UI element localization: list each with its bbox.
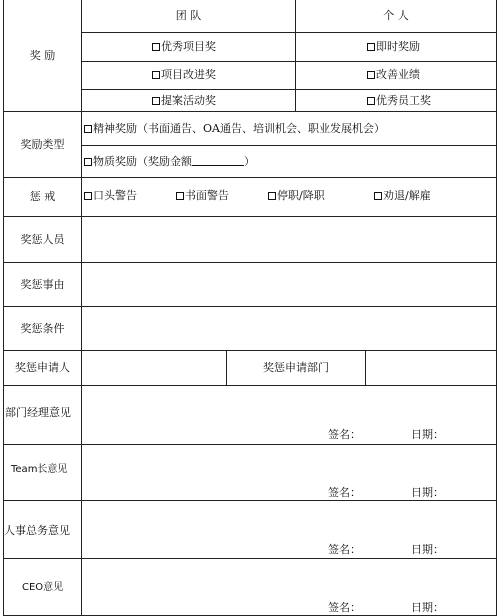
date-label: 日期：	[411, 601, 444, 614]
team-award-option[interactable]	[152, 40, 216, 53]
row-line	[81, 61, 496, 62]
checkbox[interactable]	[84, 158, 92, 166]
option-label: 项目改进奖	[161, 68, 216, 81]
sign-label: 签名：	[328, 543, 361, 556]
option-label: 口头警告	[93, 189, 137, 202]
sign-label: 签名：	[328, 428, 361, 441]
checkbox[interactable]	[176, 192, 184, 200]
row-line	[81, 89, 496, 90]
row-line	[3, 177, 497, 178]
punish-label: 惩 戒	[29, 190, 56, 203]
option-label: 优秀员工奖	[376, 94, 431, 107]
row-line	[81, 32, 496, 33]
row-line	[3, 444, 497, 445]
condition-label: 奖惩条件	[20, 322, 65, 335]
checkbox[interactable]	[367, 71, 375, 79]
option-label: 优秀项目奖	[161, 40, 216, 53]
date-label: 日期：	[411, 486, 444, 499]
individual-award-option[interactable]	[367, 40, 420, 53]
punish-option[interactable]	[374, 189, 431, 202]
individual-award-option[interactable]	[367, 68, 420, 81]
checkbox[interactable]	[268, 192, 276, 200]
team-award-option[interactable]	[152, 94, 216, 107]
sign-label: 签名：	[328, 486, 361, 499]
option-label: 书面警告	[185, 189, 229, 202]
row-line	[3, 111, 497, 112]
row-line	[3, 350, 497, 351]
row-line	[3, 306, 497, 307]
option-label: 停职/降职	[277, 189, 325, 202]
date-label: 日期：	[411, 543, 444, 556]
checkbox[interactable]	[84, 192, 92, 200]
person-label: 奖惩人员	[20, 233, 65, 246]
individual-award-option[interactable]	[367, 94, 431, 107]
option-label: ）	[244, 155, 255, 168]
ceo-opinion-label: CEO意见	[22, 582, 64, 593]
team-lead-opinion-label: Team长意见	[11, 464, 68, 475]
checkbox[interactable]	[84, 125, 92, 133]
checkbox[interactable]	[367, 43, 375, 51]
award-type-label: 奖励类型	[20, 138, 65, 151]
individual-header: 个 人	[383, 9, 409, 22]
checkbox[interactable]	[367, 97, 375, 105]
option-label: 改善业绩	[376, 68, 420, 81]
label-column-divider	[81, 0, 82, 616]
punish-option[interactable]	[84, 189, 137, 202]
punish-option[interactable]	[176, 189, 229, 202]
option-label: 即时奖励	[376, 40, 420, 53]
row-line	[3, 262, 497, 263]
row-line	[3, 500, 497, 501]
row-line	[3, 216, 497, 217]
option-label: 劝退/解雇	[383, 189, 431, 202]
option-label: 物质奖励（奖励金额	[93, 155, 192, 168]
team-award-option[interactable]	[152, 68, 216, 81]
checkbox[interactable]	[152, 43, 160, 51]
amount-blank[interactable]	[192, 154, 244, 166]
checkbox[interactable]	[152, 71, 160, 79]
punish-option[interactable]	[268, 189, 325, 202]
checkbox[interactable]	[374, 192, 382, 200]
option-label: 精神奖励（书面通告、OA通告、培训机会、职业发展机会）	[93, 122, 385, 135]
sign-label: 签名：	[328, 601, 361, 614]
checkbox[interactable]	[152, 97, 160, 105]
border-right	[496, 0, 497, 616]
dept-label: 奖惩申请部门	[263, 361, 329, 374]
row-line	[3, 385, 497, 386]
manager-opinion-label: 部门经理意见	[5, 406, 71, 419]
hr-opinion-label: 人事总务意见	[4, 524, 70, 537]
team-header: 团 队	[175, 9, 202, 22]
row-line	[3, 558, 497, 559]
row-line	[81, 145, 496, 146]
option-label: 提案活动奖	[161, 94, 216, 107]
applicant-divider-2	[365, 350, 366, 385]
material-award-option[interactable]	[84, 154, 255, 168]
spiritual-award-option[interactable]	[84, 122, 385, 135]
applicant-label: 奖惩申请人	[15, 361, 70, 374]
award-label: 奖 励	[29, 49, 56, 62]
date-label: 日期：	[411, 428, 444, 441]
reason-label: 奖惩事由	[20, 278, 65, 291]
